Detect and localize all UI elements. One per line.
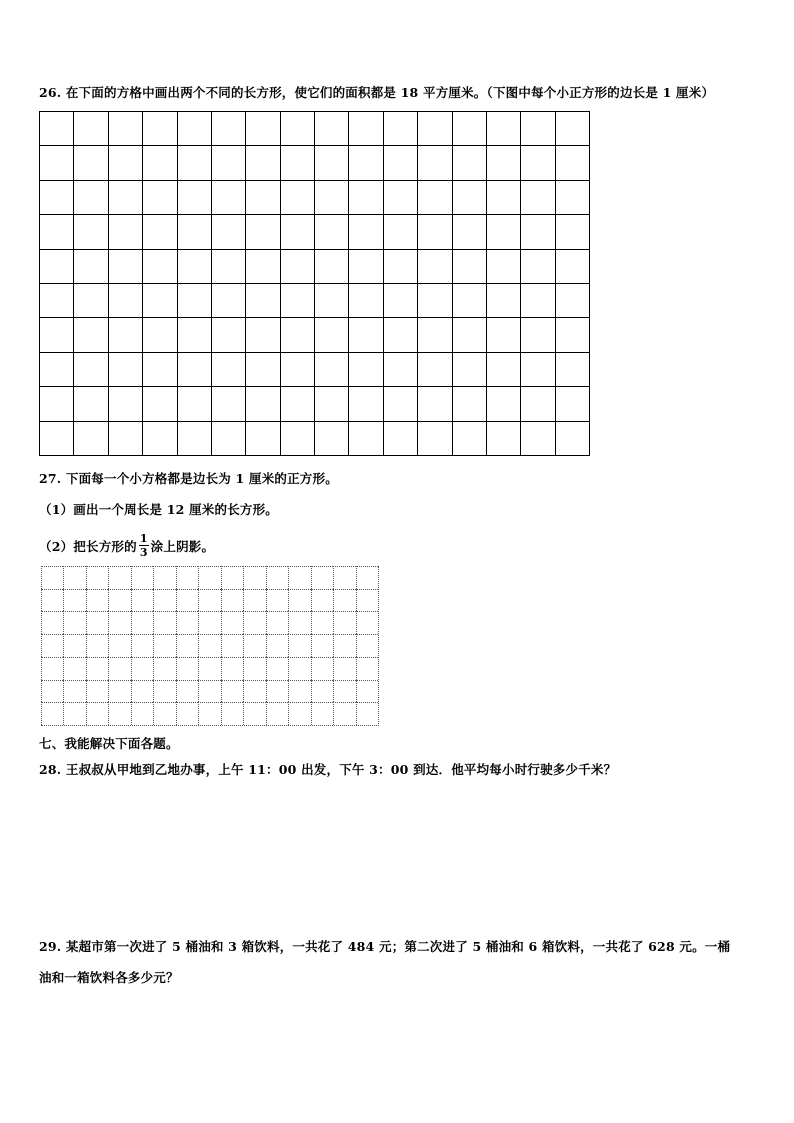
dotted-grid-cell[interactable] xyxy=(198,680,220,703)
dotted-grid-cell[interactable] xyxy=(221,566,243,589)
grid-cell[interactable] xyxy=(39,111,73,145)
dotted-grid-cell[interactable] xyxy=(266,634,288,657)
dotted-grid-cell[interactable] xyxy=(198,634,220,657)
section-7-heading: 七、我能解决下面各题。 xyxy=(39,736,179,751)
grid-cell[interactable] xyxy=(177,111,211,145)
dotted-grid-cell[interactable] xyxy=(333,657,355,680)
dotted-grid-cell[interactable] xyxy=(86,634,108,657)
grid-cell[interactable] xyxy=(314,421,348,455)
grid-cell[interactable] xyxy=(555,249,589,283)
grid-cell[interactable] xyxy=(452,111,486,145)
dotted-grid-cell[interactable] xyxy=(131,702,153,725)
grid-cell[interactable] xyxy=(520,214,554,248)
grid-cell[interactable] xyxy=(314,145,348,179)
dotted-grid-cell[interactable] xyxy=(176,566,198,589)
grid-cell[interactable] xyxy=(73,317,107,351)
grid-cell[interactable] xyxy=(452,386,486,420)
dotted-grid-cell[interactable] xyxy=(41,657,63,680)
grid-cell[interactable] xyxy=(417,317,451,351)
dotted-grid-cell[interactable] xyxy=(311,566,333,589)
dotted-grid-cell[interactable] xyxy=(176,589,198,612)
dotted-grid-cell[interactable] xyxy=(221,634,243,657)
grid-cell[interactable] xyxy=(520,249,554,283)
grid-cell[interactable] xyxy=(314,386,348,420)
dotted-grid-cell[interactable] xyxy=(311,657,333,680)
grid-cell[interactable] xyxy=(245,214,279,248)
grid-cell[interactable] xyxy=(142,283,176,317)
grid-cell[interactable] xyxy=(245,421,279,455)
grid-cell[interactable] xyxy=(452,283,486,317)
dotted-grid-cell[interactable] xyxy=(108,657,130,680)
grid-cell[interactable] xyxy=(348,249,382,283)
dotted-grid-cell[interactable] xyxy=(108,634,130,657)
dotted-grid-cell[interactable] xyxy=(176,634,198,657)
grid-cell[interactable] xyxy=(314,317,348,351)
grid-cell[interactable] xyxy=(245,352,279,386)
grid-cell[interactable] xyxy=(73,180,107,214)
grid-cell[interactable] xyxy=(177,249,211,283)
grid-cell[interactable] xyxy=(245,249,279,283)
grid-cell[interactable] xyxy=(417,180,451,214)
grid-cell[interactable] xyxy=(211,145,245,179)
grid-cell[interactable] xyxy=(520,111,554,145)
dotted-grid-cell[interactable] xyxy=(131,680,153,703)
grid-cell[interactable] xyxy=(142,249,176,283)
grid-cell[interactable] xyxy=(108,421,142,455)
dotted-grid-cell[interactable] xyxy=(41,702,63,725)
grid-cell[interactable] xyxy=(555,214,589,248)
grid-cell[interactable] xyxy=(452,421,486,455)
dotted-grid-cell[interactable] xyxy=(221,589,243,612)
dotted-grid-cell[interactable] xyxy=(288,657,310,680)
grid-cell[interactable] xyxy=(520,421,554,455)
grid-cell[interactable] xyxy=(486,111,520,145)
grid-cell[interactable] xyxy=(280,249,314,283)
grid-cell[interactable] xyxy=(555,111,589,145)
grid-cell[interactable] xyxy=(177,283,211,317)
dotted-grid-cell[interactable] xyxy=(266,680,288,703)
grid-cell[interactable] xyxy=(383,386,417,420)
grid-cell[interactable] xyxy=(177,386,211,420)
grid-cell[interactable] xyxy=(452,352,486,386)
grid-cell[interactable] xyxy=(486,352,520,386)
dotted-grid-cell[interactable] xyxy=(131,634,153,657)
dotted-grid-cell[interactable] xyxy=(153,657,175,680)
question-27-text: 27. 下面每一个小方格都是边长为 1 厘米的正方形。 xyxy=(39,471,338,486)
dotted-grid-cell[interactable] xyxy=(198,589,220,612)
grid-cell[interactable] xyxy=(73,386,107,420)
grid-cell[interactable] xyxy=(452,317,486,351)
grid-cell[interactable] xyxy=(417,421,451,455)
dotted-grid-cell[interactable] xyxy=(288,702,310,725)
grid-cell[interactable] xyxy=(211,283,245,317)
dotted-grid-cell[interactable] xyxy=(131,589,153,612)
dotted-grid-cell[interactable] xyxy=(176,702,198,725)
grid-cell[interactable] xyxy=(142,386,176,420)
dotted-grid-cell[interactable] xyxy=(153,634,175,657)
dotted-grid-cell[interactable] xyxy=(176,611,198,634)
square-grid-16x10[interactable] xyxy=(39,111,590,456)
dotted-grid-cell[interactable] xyxy=(63,634,85,657)
grid-cell[interactable] xyxy=(39,317,73,351)
dotted-grid-cell[interactable] xyxy=(108,702,130,725)
dotted-grid-cell[interactable] xyxy=(198,657,220,680)
dotted-grid-cell[interactable] xyxy=(243,566,265,589)
grid-cell[interactable] xyxy=(417,111,451,145)
grid-cell[interactable] xyxy=(486,283,520,317)
dotted-grid-cell[interactable] xyxy=(41,589,63,612)
grid-cell[interactable] xyxy=(383,145,417,179)
grid-cell[interactable] xyxy=(314,352,348,386)
part-2-suffix: 涂上阴影。 xyxy=(150,539,215,554)
grid-cell[interactable] xyxy=(555,352,589,386)
fraction-numerator: 1 xyxy=(139,532,148,545)
grid-cell[interactable] xyxy=(520,352,554,386)
grid-cell[interactable] xyxy=(108,317,142,351)
grid-cell[interactable] xyxy=(142,317,176,351)
grid-cell[interactable] xyxy=(211,111,245,145)
dotted-grid-cell[interactable] xyxy=(356,702,378,725)
dotted-grid-cell[interactable] xyxy=(63,702,85,725)
grid-cell[interactable] xyxy=(486,317,520,351)
dotted-grid-cell[interactable] xyxy=(266,589,288,612)
grid-cell[interactable] xyxy=(314,180,348,214)
dotted-grid-cell[interactable] xyxy=(266,702,288,725)
dotted-grid-cell[interactable] xyxy=(311,611,333,634)
grid-cell[interactable] xyxy=(39,352,73,386)
dotted-grid-cell[interactable] xyxy=(86,657,108,680)
dotted-grid-cell[interactable] xyxy=(333,680,355,703)
dotted-grid-cell[interactable] xyxy=(131,657,153,680)
dotted-grid-cell[interactable] xyxy=(153,702,175,725)
grid-cell[interactable] xyxy=(348,180,382,214)
dotted-grid-cell[interactable] xyxy=(243,611,265,634)
question-28-text: 28. 王叔叔从甲地到乙地办事，上午 11：00 出发，下午 3：00 到达．他平均每小时行驶多少千米？ xyxy=(39,762,617,777)
grid-cell[interactable] xyxy=(383,249,417,283)
grid-cell[interactable] xyxy=(417,214,451,248)
grid-cell[interactable] xyxy=(142,145,176,179)
dotted-grid-cell[interactable] xyxy=(108,611,130,634)
grid-cell[interactable] xyxy=(486,421,520,455)
grid-cell[interactable] xyxy=(280,145,314,179)
grid-cell[interactable] xyxy=(177,180,211,214)
dotted-grid-cell[interactable] xyxy=(356,680,378,703)
grid-cell[interactable] xyxy=(73,145,107,179)
part-2-prefix: （2）把长方形的 xyxy=(39,539,137,554)
grid-cell[interactable] xyxy=(39,180,73,214)
grid-cell[interactable] xyxy=(177,317,211,351)
grid-cell[interactable] xyxy=(245,386,279,420)
grid-cell[interactable] xyxy=(142,111,176,145)
grid-cell[interactable] xyxy=(348,283,382,317)
dotted-grid-cell[interactable] xyxy=(63,566,85,589)
grid-cell[interactable] xyxy=(245,283,279,317)
dotted-grid-cell[interactable] xyxy=(131,566,153,589)
grid-cell[interactable] xyxy=(177,145,211,179)
grid-cell[interactable] xyxy=(73,421,107,455)
grid-cell[interactable] xyxy=(142,180,176,214)
grid-cell[interactable] xyxy=(73,214,107,248)
grid-cell[interactable] xyxy=(520,283,554,317)
grid-cell[interactable] xyxy=(280,180,314,214)
dotted-grid-cell[interactable] xyxy=(311,589,333,612)
grid-cell[interactable] xyxy=(73,111,107,145)
grid-cell[interactable] xyxy=(177,421,211,455)
grid-cell[interactable] xyxy=(108,283,142,317)
grid-cell[interactable] xyxy=(245,180,279,214)
grid-cell[interactable] xyxy=(486,180,520,214)
grid-cell[interactable] xyxy=(555,421,589,455)
grid-cell[interactable] xyxy=(383,283,417,317)
question-26-text: 26. 在下面的方格中画出两个不同的长方形，使它们的面积都是 18 平方厘米。（下图中每个小正方形的边长是 1 厘米） xyxy=(39,85,715,100)
grid-cell[interactable] xyxy=(108,386,142,420)
dotted-grid-cell[interactable] xyxy=(86,566,108,589)
fraction-denominator: 3 xyxy=(139,546,148,559)
dotted-grid-cell[interactable] xyxy=(243,589,265,612)
grid-cell[interactable] xyxy=(486,145,520,179)
dotted-grid-cell[interactable] xyxy=(356,611,378,634)
grid-cell[interactable] xyxy=(520,317,554,351)
grid-cell[interactable] xyxy=(39,386,73,420)
grid-cell[interactable] xyxy=(383,180,417,214)
dotted-grid-cell[interactable] xyxy=(63,657,85,680)
grid-cell[interactable] xyxy=(348,317,382,351)
grid-cell[interactable] xyxy=(73,283,107,317)
dotted-grid-cell[interactable] xyxy=(108,680,130,703)
grid-cell[interactable] xyxy=(280,352,314,386)
grid-cell[interactable] xyxy=(108,145,142,179)
grid-cell[interactable] xyxy=(520,386,554,420)
grid-cell[interactable] xyxy=(211,214,245,248)
grid-cell[interactable] xyxy=(383,317,417,351)
dotted-grid-cell[interactable] xyxy=(333,702,355,725)
dotted-grid-cell[interactable] xyxy=(153,611,175,634)
grid-cell[interactable] xyxy=(142,214,176,248)
grid-cell[interactable] xyxy=(211,317,245,351)
grid-cell[interactable] xyxy=(520,180,554,214)
grid-cell[interactable] xyxy=(245,145,279,179)
grid-cell[interactable] xyxy=(417,386,451,420)
dotted-grid-cell[interactable] xyxy=(221,702,243,725)
question-29-line-1: 29. 某超市第一次进了 5 桶油和 3 箱饮料，一共花了 484 元；第二次进了 5 桶油和 6 箱饮料，一共花了 628 元。一桶 xyxy=(39,939,731,954)
dotted-grid-cell[interactable] xyxy=(41,634,63,657)
grid-cell[interactable] xyxy=(73,249,107,283)
grid-cell[interactable] xyxy=(417,145,451,179)
dotted-grid-cell[interactable] xyxy=(63,680,85,703)
dotted-grid-cell[interactable] xyxy=(266,611,288,634)
dotted-grid-cell[interactable] xyxy=(153,680,175,703)
dotted-grid-15x7[interactable] xyxy=(41,566,379,726)
dotted-grid-cell[interactable] xyxy=(243,702,265,725)
grid-cell[interactable] xyxy=(108,352,142,386)
grid-cell[interactable] xyxy=(108,214,142,248)
dotted-grid-cell[interactable] xyxy=(198,702,220,725)
grid-cell[interactable] xyxy=(452,180,486,214)
dotted-grid-cell[interactable] xyxy=(266,657,288,680)
grid-cell[interactable] xyxy=(73,352,107,386)
question-27-part-2 xyxy=(39,532,215,560)
grid-cell[interactable] xyxy=(383,421,417,455)
dotted-grid-cell[interactable] xyxy=(63,611,85,634)
grid-cell[interactable] xyxy=(280,283,314,317)
dotted-grid-cell[interactable] xyxy=(41,611,63,634)
grid-cell[interactable] xyxy=(39,214,73,248)
dotted-grid-cell[interactable] xyxy=(176,680,198,703)
dotted-grid-cell[interactable] xyxy=(356,634,378,657)
grid-cell[interactable] xyxy=(555,180,589,214)
fraction-one-third xyxy=(139,533,149,558)
grid-cell[interactable] xyxy=(486,214,520,248)
grid-cell[interactable] xyxy=(383,214,417,248)
grid-cell[interactable] xyxy=(314,283,348,317)
dotted-grid-cell[interactable] xyxy=(266,566,288,589)
grid-cell[interactable] xyxy=(39,283,73,317)
grid-cell[interactable] xyxy=(245,317,279,351)
dotted-grid-cell[interactable] xyxy=(288,680,310,703)
grid-cell[interactable] xyxy=(39,249,73,283)
grid-cell[interactable] xyxy=(211,352,245,386)
grid-cell[interactable] xyxy=(452,249,486,283)
dotted-grid-cell[interactable] xyxy=(311,702,333,725)
grid-cell[interactable] xyxy=(486,386,520,420)
dotted-grid-cell[interactable] xyxy=(41,680,63,703)
dotted-grid-cell[interactable] xyxy=(356,589,378,612)
dotted-grid-cell[interactable] xyxy=(288,611,310,634)
dotted-grid-cell[interactable] xyxy=(333,589,355,612)
dotted-grid-cell[interactable] xyxy=(288,566,310,589)
dotted-grid-cell[interactable] xyxy=(333,566,355,589)
dotted-grid-cell[interactable] xyxy=(243,657,265,680)
dotted-grid-cell[interactable] xyxy=(198,566,220,589)
grid-cell[interactable] xyxy=(108,180,142,214)
grid-cell[interactable] xyxy=(211,421,245,455)
grid-cell[interactable] xyxy=(211,249,245,283)
dotted-grid-cell[interactable] xyxy=(288,589,310,612)
grid-cell[interactable] xyxy=(417,352,451,386)
grid-cell[interactable] xyxy=(280,214,314,248)
dotted-grid-cell[interactable] xyxy=(176,657,198,680)
dotted-grid-cell[interactable] xyxy=(86,680,108,703)
grid-cell[interactable] xyxy=(314,214,348,248)
dotted-grid-cell[interactable] xyxy=(221,680,243,703)
grid-cell[interactable] xyxy=(383,111,417,145)
grid-cell[interactable] xyxy=(417,283,451,317)
grid-cell[interactable] xyxy=(555,283,589,317)
dotted-grid-cell[interactable] xyxy=(221,611,243,634)
grid-cell[interactable] xyxy=(348,145,382,179)
question-27-part-1: （1）画出一个周长是 12 厘米的长方形。 xyxy=(39,502,278,517)
dotted-grid-cell[interactable] xyxy=(153,589,175,612)
dotted-grid-cell[interactable] xyxy=(131,611,153,634)
grid-cell[interactable] xyxy=(555,317,589,351)
grid-cell[interactable] xyxy=(383,352,417,386)
grid-cell[interactable] xyxy=(280,421,314,455)
grid-cell[interactable] xyxy=(280,111,314,145)
grid-cell[interactable] xyxy=(39,145,73,179)
grid-cell[interactable] xyxy=(211,386,245,420)
grid-cell[interactable] xyxy=(348,352,382,386)
grid-cell[interactable] xyxy=(142,352,176,386)
dotted-grid-cell[interactable] xyxy=(311,680,333,703)
dotted-grid-cell[interactable] xyxy=(63,589,85,612)
grid-cell[interactable] xyxy=(177,214,211,248)
grid-cell[interactable] xyxy=(348,214,382,248)
dotted-grid-cell[interactable] xyxy=(356,657,378,680)
grid-cell[interactable] xyxy=(520,145,554,179)
dotted-grid-cell[interactable] xyxy=(198,611,220,634)
dotted-grid-cell[interactable] xyxy=(333,634,355,657)
dotted-grid-cell[interactable] xyxy=(243,680,265,703)
dotted-grid-cell[interactable] xyxy=(108,566,130,589)
grid-cell[interactable] xyxy=(39,421,73,455)
dotted-grid-cell[interactable] xyxy=(86,589,108,612)
grid-cell[interactable] xyxy=(348,421,382,455)
grid-cell[interactable] xyxy=(314,249,348,283)
grid-cell[interactable] xyxy=(452,214,486,248)
grid-cell[interactable] xyxy=(348,386,382,420)
dotted-grid-cell[interactable] xyxy=(243,634,265,657)
dotted-grid-cell[interactable] xyxy=(356,566,378,589)
grid-cell[interactable] xyxy=(142,421,176,455)
grid-cell[interactable] xyxy=(314,111,348,145)
grid-cell[interactable] xyxy=(555,145,589,179)
dotted-grid-cell[interactable] xyxy=(108,589,130,612)
dotted-grid-cell[interactable] xyxy=(221,657,243,680)
grid-cell[interactable] xyxy=(211,180,245,214)
grid-cell[interactable] xyxy=(348,111,382,145)
dotted-grid-cell[interactable] xyxy=(86,702,108,725)
grid-cell[interactable] xyxy=(108,111,142,145)
grid-cell[interactable] xyxy=(555,386,589,420)
question-29-line-2: 油和一箱饮料各多少元？ xyxy=(39,970,179,985)
dotted-grid-cell[interactable] xyxy=(153,566,175,589)
grid-cell[interactable] xyxy=(417,249,451,283)
dotted-grid-cell[interactable] xyxy=(333,611,355,634)
grid-cell[interactable] xyxy=(280,386,314,420)
dotted-grid-cell[interactable] xyxy=(86,611,108,634)
grid-cell[interactable] xyxy=(486,249,520,283)
grid-cell[interactable] xyxy=(280,317,314,351)
dotted-grid-cell[interactable] xyxy=(288,634,310,657)
grid-cell[interactable] xyxy=(108,249,142,283)
grid-cell[interactable] xyxy=(452,145,486,179)
grid-cell[interactable] xyxy=(245,111,279,145)
grid-cell[interactable] xyxy=(177,352,211,386)
dotted-grid-cell[interactable] xyxy=(41,566,63,589)
dotted-grid-cell[interactable] xyxy=(311,634,333,657)
